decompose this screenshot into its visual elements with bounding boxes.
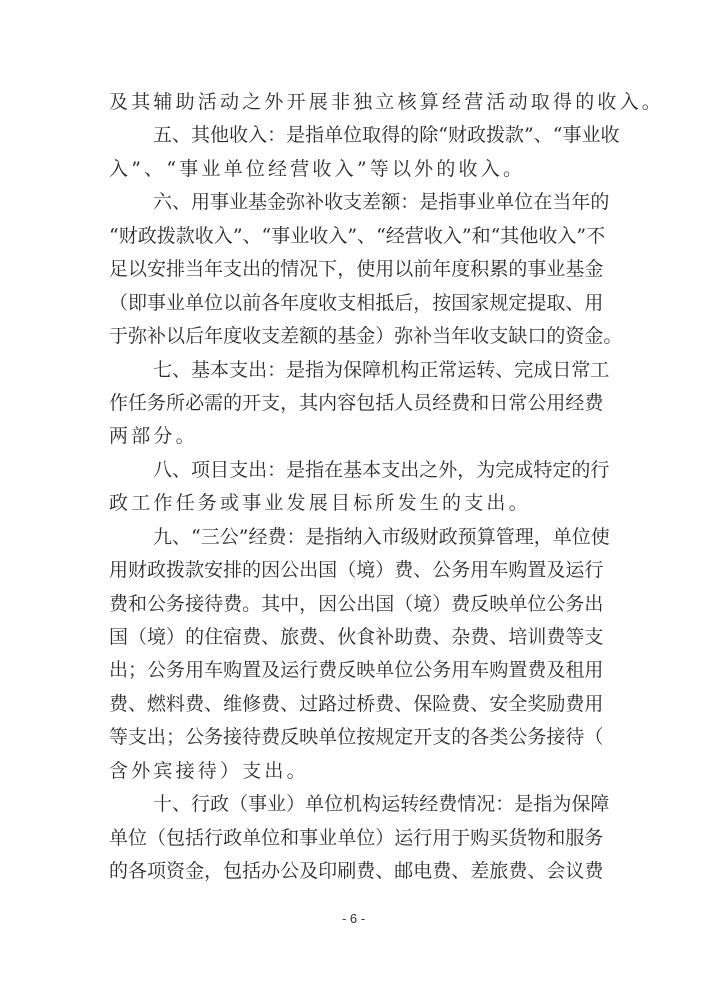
text-line: “ 财 政 拨 款 收 入 ” 、 “ 事 业 收 入 ” 、 “ 经 营 收 入 ” 和 “ 其 他 收 入 ” 不 bbox=[109, 224, 606, 247]
text-line: 五 、 其 他 收 入 ： 是 指 单 位 取 得 的 除 “ 财 政 拨 款 ” 、 “ 事 业 收 bbox=[153, 124, 620, 147]
text-line: 的 各 项 资 金 ， 包 括 办 公 及 印 刷 费 、 邮 电 费 、 差 旅 费 、 会 议 费 bbox=[109, 860, 604, 883]
text-line: （ 即 事 业 单 位 以 前 各 年 度 收 支 相 抵 后 ， 按 国 家 规 定 提 取 、 用 bbox=[109, 291, 604, 314]
text-line: 入”、“事业单位经营收入”等以外的收入。 bbox=[109, 157, 526, 180]
text-line: 费 、 燃 料 费 、 维 修 费 、 过 路 过 桥 费 、 保 险 费 、 安 全 奖 励 费 用 bbox=[109, 692, 604, 715]
text-line: 于 弥 补 以 后 年 度 收 支 差 额 的 基 金 ） 弥 补 当 年 收 支 缺 口 的 资 金 。 bbox=[109, 325, 623, 348]
page-number: - 6 - bbox=[341, 911, 366, 926]
text-line: 等 支 出 ； 公 务 接 待 费 反 映 单 位 按 规 定 开 支 的 各 类 公 务 接 待 （ bbox=[109, 726, 604, 749]
text-line: 两部分。 bbox=[109, 425, 198, 448]
text-line: 用 财 政 拨 款 安 排 的 因 公 出 国 （ 境 ） 费 、 公 务 用 车 购 置 及 运 行 bbox=[109, 559, 604, 582]
body-text bbox=[109, 86, 665, 889]
text-line: 八 、 项 目 支 出 ： 是 指 在 基 本 支 出 之 外 ， 为 完 成 特 定 的 行 bbox=[153, 458, 610, 481]
text-line: 七 、 基 本 支 出 ： 是 指 为 保 障 机 构 正 常 运 转 、 完 成 日 常 工 bbox=[153, 358, 610, 381]
text-line: 出 ； 公 务 用 车 购 置 及 运 行 费 反 映 单 位 公 务 用 车 购 置 费 及 租 用 bbox=[109, 659, 604, 682]
text-line: 足 以 安 排 当 年 支 出 的 情 况 下 ， 使 用 以 前 年 度 积 累 的 事 业 基 金 bbox=[109, 258, 604, 281]
text-line: 政工作任务或事业发展目标所发生的支出。 bbox=[109, 492, 531, 515]
text-line: 九 、 “ 三 公 ” 经 费 ： 是 指 纳 入 市 级 财 政 预 算 管 理 ， 单 位 使 bbox=[153, 525, 610, 548]
text-line: 国 （ 境 ） 的 住 宿 费 、 旅 费 、 伙 食 补 助 费 、 杂 费 、 培 训 费 等 支 bbox=[109, 626, 604, 648]
text-line: 费 和 公 务 接 待 费 。 其 中 ， 因 公 出 国 （ 境 ） 费 反 映 单 位 公 务 出 bbox=[109, 592, 604, 615]
text-line: 六 、 用 事 业 基 金 弥 补 收 支 差 额 ： 是 指 事 业 单 位 在 当 年 的 bbox=[153, 191, 610, 214]
text-line: 十 、 行 政 （ 事 业 ） 单 位 机 构 运 转 经 费 情 况 ： 是 指 为 保 障 bbox=[153, 793, 610, 816]
text-line: 及其辅助活动之外开展非独立核算经营活动取得的收入。 bbox=[109, 91, 665, 113]
text-line: 单 位 （ 包 括 行 政 单 位 和 事 业 单 位 ） 运 行 用 于 购 买 货 物 和 服 务 bbox=[109, 826, 604, 849]
text-line: 作 任 务 所 必 需 的 开 支 ， 其 内 容 包 括 人 员 经 费 和 日 常 公 用 经 费 bbox=[109, 391, 604, 414]
text-line: 含外宾接待）支出。 bbox=[109, 759, 309, 782]
